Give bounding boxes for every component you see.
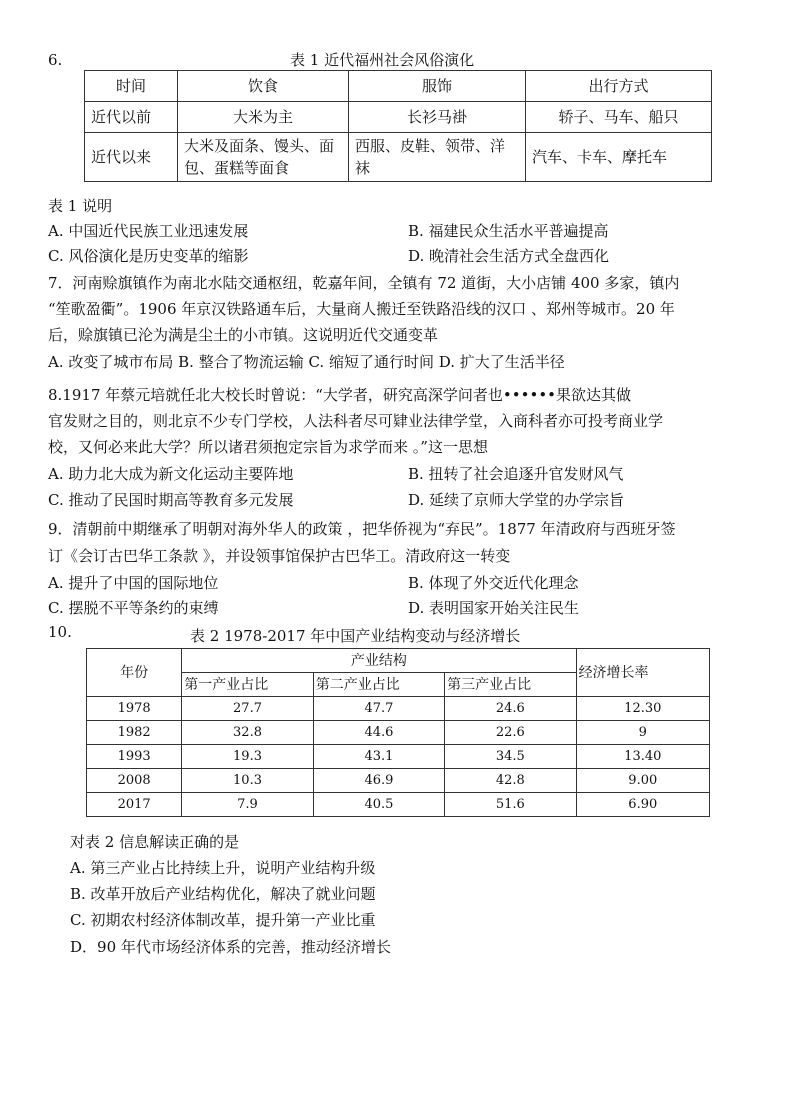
q9-stem-line: 9．清朝前中期继承了明朝对海外华人的政策 ，把华侨视为“弃民”。1877 年清政府与西班牙签: [48, 520, 676, 538]
table-row: [87, 793, 710, 817]
table-cell: 服饰: [349, 71, 526, 102]
table-cell: 西服、皮鞋、领带、洋袜: [349, 133, 526, 182]
table2: [86, 648, 710, 817]
table-cell: 24.6: [445, 697, 576, 721]
q9-stem-line: 订《会订古巴华工条款 》，并设领事馆保护古巴华工。清政府这一转变: [48, 547, 511, 565]
table-cell: 43.1: [313, 745, 444, 769]
table-header-cell: 产业结构: [182, 649, 576, 673]
table-row: [87, 649, 710, 673]
table-cell: 1993: [87, 745, 182, 769]
table-cell: 40.5: [313, 793, 444, 817]
table-cell: 47.7: [313, 697, 444, 721]
q8-option-a: A. 助力北大成为新文化运动主要阵地: [48, 465, 294, 483]
q7-options: A. 改变了城市布局 B. 整合了物流运输 C. 缩短了通行时间 D. 扩大了生活半径: [48, 353, 565, 371]
table-row: [85, 71, 712, 102]
q7-stem-line: 7．河南赊旗镇作为南北水陆交通枢纽，乾嘉年间，全镇有 72 道街，大小店铺 400 多家，镇内: [48, 274, 680, 292]
table-cell: 近代以来: [85, 133, 178, 182]
table-cell: 近代以前: [85, 102, 178, 133]
table-cell: 19.3: [182, 745, 313, 769]
q8-option-c: C. 推动了民国时期高等教育多元发展: [48, 491, 294, 509]
table-cell: 2008: [87, 769, 182, 793]
table-row: [87, 697, 710, 721]
table-cell: 时间: [85, 71, 178, 102]
q10-option-b: B. 改革开放后产业结构优化，解决了就业问题: [70, 885, 376, 903]
table-cell: 13.40: [576, 745, 709, 769]
table2-title: 表 2 1978-2017 年中国产业结构变动与经济增长: [190, 627, 521, 645]
table-cell: 32.8: [182, 721, 313, 745]
q6-option-c: C. 风俗演化是历史变革的缩影: [48, 247, 249, 265]
table-cell: 7.9: [182, 793, 313, 817]
q8-stem-line: 官发财之目的，则北京不少专门学校，人法科者尽可肄业法律学堂，入商科者亦可投考商业学: [48, 412, 664, 430]
q9-option-d: D. 表明国家开始关注民生: [408, 599, 580, 617]
table-row: [87, 745, 710, 769]
q10-option-c: C. 初期农村经济体制改革，提升第一产业比重: [70, 911, 376, 929]
table-cell: 1982: [87, 721, 182, 745]
table-header-cell: 年份: [87, 649, 182, 697]
q8-stem-line: 8.1917 年蔡元培就任北大校长时曾说：“大学者，研究高深学问者也••••••果欲达其做: [48, 386, 632, 404]
table-cell: 34.5: [445, 745, 576, 769]
table-cell: 42.8: [445, 769, 576, 793]
table-cell: 长衫马褂: [349, 102, 526, 133]
table-row: [85, 133, 712, 182]
table-cell: 9.00: [576, 769, 709, 793]
table-cell: 51.6: [445, 793, 576, 817]
q7-stem-line: 后，赊旗镇已沦为满是尘土的小市镇。这说明近代交通变革: [48, 326, 439, 344]
table-cell: 大米为主: [178, 102, 349, 133]
table-row: [85, 102, 712, 133]
table-header-cell: 第三产业占比: [445, 673, 576, 697]
table-header-cell: 第一产业占比: [182, 673, 313, 697]
table-cell: 10.3: [182, 769, 313, 793]
table-cell: 46.9: [313, 769, 444, 793]
table1-title: 表 1 近代福州社会风俗演化: [290, 51, 475, 69]
q10-option-d: D．90 年代市场经济体系的完善，推动经济增长: [70, 938, 391, 956]
table-header-cell: 第二产业占比: [313, 673, 444, 697]
q8-stem-line: 校，又何必来此大学？所以诸君须抱定宗旨为求学而来 。”这一思想: [48, 438, 488, 456]
q9-option-c: C. 摆脱不平等条约的束缚: [48, 599, 219, 617]
q7-stem-line: “笙歌盈衢”。1906 年京汉铁路通车后，大量商人搬迁至铁路沿线的汉口 、郑州等城市。20 年: [48, 300, 675, 318]
q8-option-d: D. 延续了京师大学堂的办学宗旨: [408, 491, 625, 509]
table-cell: 44.6: [313, 721, 444, 745]
q6-option-a: A. 中国近代民族工业迅速发展: [48, 222, 249, 240]
table-cell: 1978: [87, 697, 182, 721]
table-cell: 汽车、卡车、摩托车: [526, 133, 712, 182]
q6-number: 6.: [48, 51, 63, 69]
table1: [84, 70, 712, 182]
q10-stem: 对表 2 信息解读正确的是: [70, 833, 240, 851]
table-row: [87, 769, 710, 793]
table-cell: 27.7: [182, 697, 313, 721]
table-cell: 饮食: [178, 71, 349, 102]
table-cell: 6.90: [576, 793, 709, 817]
table-cell: 12.30: [576, 697, 709, 721]
q8-option-b: B. 扭转了社会追逐升官发财风气: [408, 465, 624, 483]
q6-option-d: D. 晚清社会生活方式全盘西化: [408, 247, 610, 265]
table-cell: 9: [576, 721, 709, 745]
table-cell: 出行方式: [526, 71, 712, 102]
table-header-cell: 经济增长率: [576, 649, 709, 697]
table-cell: 大米及面条、馒头、面包、蛋糕等面食: [178, 133, 349, 182]
table-cell: 2017: [87, 793, 182, 817]
q9-option-b: B. 体现了外交近代化理念: [408, 574, 579, 592]
table1-note: 表 1 说明: [48, 197, 113, 215]
table-cell: 22.6: [445, 721, 576, 745]
q10-option-a: A. 第三产业占比持续上升，说明产业结构升级: [70, 859, 376, 877]
table-cell: 轿子、马车、船只: [526, 102, 712, 133]
q9-option-a: A. 提升了中国的国际地位: [48, 574, 219, 592]
q6-option-b: B. 福建民众生活水平普遍提高: [408, 222, 609, 240]
table-row: [87, 721, 710, 745]
q10-number: 10.: [48, 623, 72, 641]
